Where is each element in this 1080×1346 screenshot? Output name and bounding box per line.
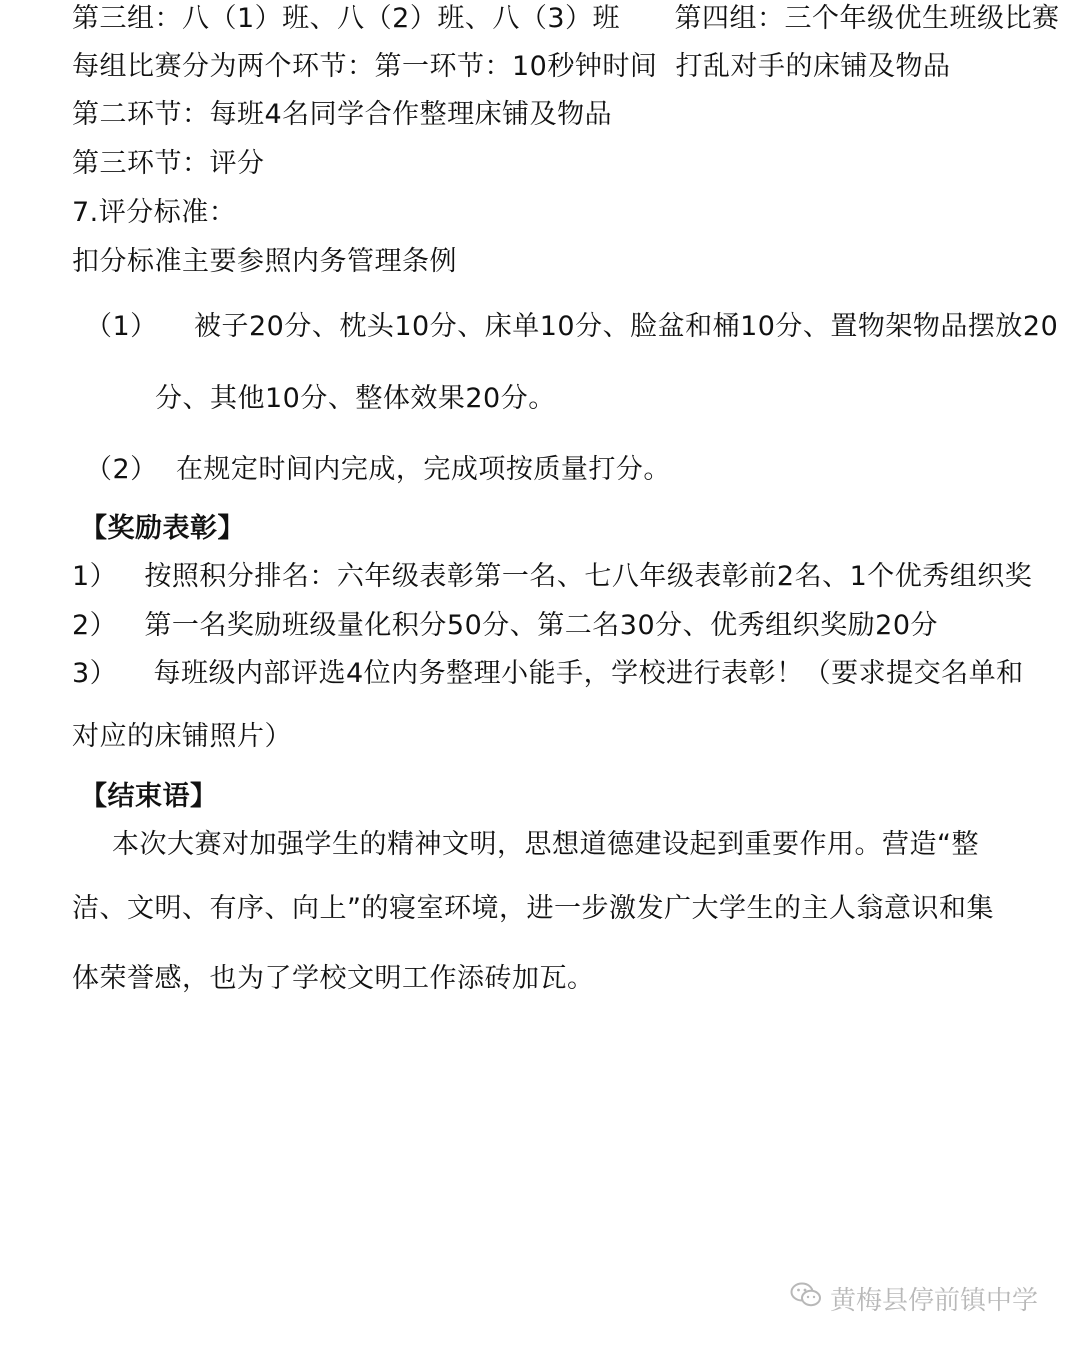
watermark-text: 黄梅县停前镇中学	[830, 1285, 1039, 1316]
watermark	[790, 1280, 1038, 1316]
text-line: 每组比赛分为两个环节：第一环节：10秒钟时间 打乱对手的床铺及物品	[72, 51, 951, 82]
list-item-continuation: 分、其他10分、整体效果20分。	[155, 383, 556, 414]
wechat-icon	[790, 1281, 822, 1316]
text-line: 第二环节：每班4名同学合作整理床铺及物品	[72, 99, 613, 130]
list-item: 1） 按照积分排名：六年级表彰第一名、七八年级表彰前2名、1个优秀组织奖	[72, 561, 1033, 592]
text-line: 第三环节：评分	[72, 148, 265, 179]
section-heading: 【奖励表彰】	[80, 513, 245, 544]
text-line: 扣分标准主要参照内务管理条例	[72, 246, 457, 277]
section-heading: 【结束语】	[80, 781, 218, 812]
paragraph-line: 本次大赛对加强学生的精神文明，思想道德建设起到重要作用。营造“整	[112, 829, 979, 860]
list-item-continuation: 对应的床铺照片）	[72, 721, 292, 752]
section-heading: 7.评分标准：	[72, 197, 237, 228]
list-item: 3） 每班级内部评选4位内务整理小能手，学校进行表彰！（要求提交名单和	[72, 658, 1024, 689]
list-item: （1） 被子20分、枕头10分、床单10分、脸盆和桶10分、置物架物品摆放20	[85, 311, 1059, 342]
list-item: 2） 第一名奖励班级量化积分50分、第二名30分、优秀组织奖励20分	[72, 610, 938, 641]
paragraph-line: 洁、文明、有序、向上”的寝室环境，进一步激发广大学生的主人翁意识和集	[72, 893, 994, 924]
paragraph-line: 体荣誉感，也为了学校文明工作添砖加瓦。	[72, 963, 595, 994]
text-line: 第三组：八（1）班、八（2）班、八（3）班 第四组：三个年级优生班级比赛	[72, 3, 1060, 34]
list-item: （2） 在规定时间内完成，完成项按质量打分。	[85, 454, 671, 485]
